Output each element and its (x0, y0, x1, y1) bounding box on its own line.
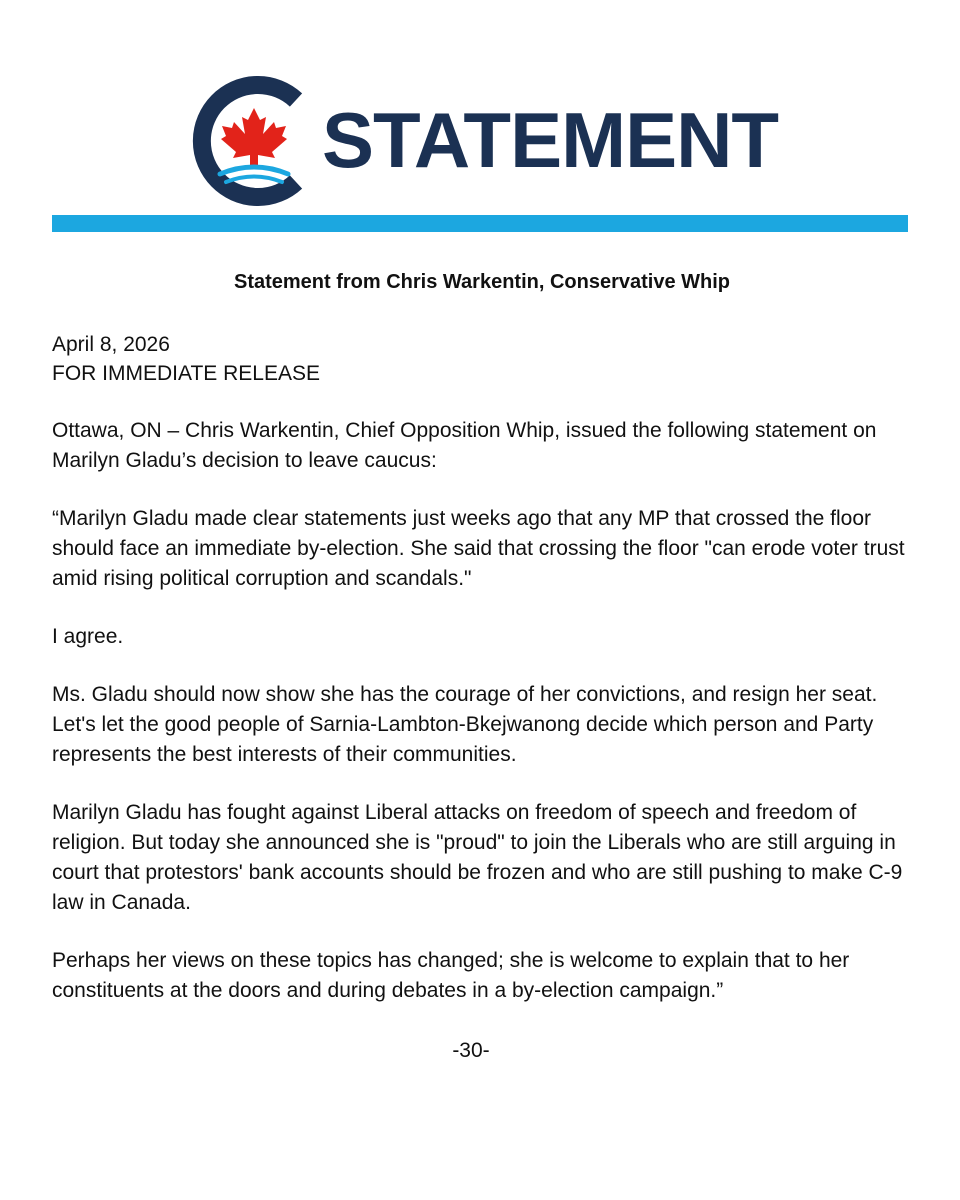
paragraph-agree: I agree. (52, 625, 124, 648)
maple-leaf-icon (221, 108, 287, 168)
paragraph-closing: Perhaps her views on these topics has changed; she is welcome to explain that to her constituents at the doors and during debates in a by-election campaign.” (52, 949, 850, 1002)
header-divider-bar (52, 215, 908, 232)
statement-header (0, 0, 960, 240)
paragraph-liberals: Marilyn Gladu has fought against Liberal attacks on freedom of speech and freedom of religion. But today she announced she is "proud" to join the Liberals who are still arguing in court that protestors' bank accounts should be frozen and who are still pushing to make C-9 law in Canada. (52, 801, 903, 914)
statement-title: Statement from Chris Warkentin, Conservative Whip (233, 271, 730, 293)
paragraph-quote-open: “Marilyn Gladu made clear statements just weeks ago that any MP that crossed the floor should face an immediate by-election. She said that crossing the floor "can erode voter trust amid rising political corruption and scandals." (52, 507, 905, 590)
release-date: April 8, 2026 (52, 333, 170, 356)
paragraph-resign: Ms. Gladu should now show she has the courage of her convictions, and resign her seat. Let's let the good people of Sarnia-Lambton-Bkejwanong decide which person and Party represents the best interests of their communities. (52, 683, 878, 766)
water-wave-lower (226, 177, 282, 183)
statement-body (52, 262, 912, 1066)
end-mark: -30- (452, 1039, 490, 1062)
conservative-c-logo-icon (186, 76, 316, 206)
release-line: FOR IMMEDIATE RELEASE (52, 362, 320, 385)
water-wave-upper (220, 167, 288, 174)
paragraph-intro: Ottawa, ON – Chris Warkentin, Chief Opposition Whip, issued the following statement on Marilyn Gladu’s decision to leave caucus: (52, 419, 877, 472)
release-meta (52, 330, 912, 388)
statement-wordmark: STATEMENT (322, 96, 779, 184)
